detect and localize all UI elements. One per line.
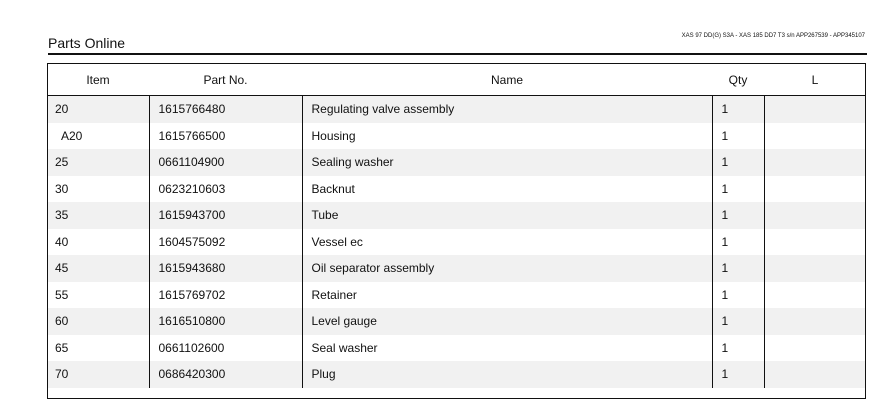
cell-part-no: 1615769702 (149, 282, 302, 309)
cell-name: Retainer (302, 282, 712, 309)
cell-name: Sealing washer (302, 149, 712, 176)
cell-qty: 1 (712, 308, 764, 335)
table-row (47, 335, 866, 362)
cell-item: 30 (47, 176, 149, 203)
cell-l (764, 335, 866, 362)
cell-part-no: 1615943680 (149, 255, 302, 282)
cell-l (764, 123, 866, 150)
cell-qty: 1 (712, 149, 764, 176)
cell-name: Tube (302, 202, 712, 229)
cell-qty: 1 (712, 335, 764, 362)
cell-qty: 1 (712, 282, 764, 309)
table-row (47, 123, 866, 150)
cell-part-no: 0686420300 (149, 361, 302, 388)
table-row (47, 96, 866, 123)
cell-name: Vessel ec (302, 229, 712, 256)
cell-part-no: 1615766500 (149, 123, 302, 150)
cell-name: Regulating valve assembly (302, 96, 712, 123)
cell-part-no: 1615766480 (149, 96, 302, 123)
table-row (47, 202, 866, 229)
table-row (47, 282, 866, 309)
cell-qty: 1 (712, 229, 764, 256)
cell-qty: 1 (712, 96, 764, 123)
cell-qty: 1 (712, 255, 764, 282)
cell-item: 25 (47, 149, 149, 176)
cell-item: A20 (47, 123, 149, 150)
cell-item: 55 (47, 282, 149, 309)
column-header-name: Name (302, 64, 712, 96)
cell-part-no: 0661102600 (149, 335, 302, 362)
cell-l (764, 361, 866, 388)
column-header-qty: Qty (712, 64, 764, 96)
column-header-item: Item (47, 64, 149, 96)
cell-qty: 1 (712, 176, 764, 203)
table-row (47, 229, 866, 256)
table-row (47, 176, 866, 203)
cell-part-no: 1616510800 (149, 308, 302, 335)
cell-name: Backnut (302, 176, 712, 203)
cell-l (764, 282, 866, 309)
table-row (47, 308, 866, 335)
cell-qty: 1 (712, 202, 764, 229)
cell-item: 45 (47, 255, 149, 282)
cell-l (764, 176, 866, 203)
cell-item: 65 (47, 335, 149, 362)
table-border-bottom (47, 398, 866, 399)
cell-item: 70 (47, 361, 149, 388)
cell-item: 60 (47, 308, 149, 335)
cell-name: Plug (302, 361, 712, 388)
cell-part-no: 0623210603 (149, 176, 302, 203)
cell-part-no: 0661104900 (149, 149, 302, 176)
table-header-row (47, 64, 866, 96)
page-title: Parts Online (48, 35, 126, 51)
cell-name: Seal washer (302, 335, 712, 362)
cell-name: Housing (302, 123, 712, 150)
cell-part-no: 1604575092 (149, 229, 302, 256)
cell-l (764, 308, 866, 335)
cell-name: Oil separator assembly (302, 255, 712, 282)
cell-qty: 1 (712, 123, 764, 150)
cell-item: 40 (47, 229, 149, 256)
table-row (47, 149, 866, 176)
cell-l (764, 255, 866, 282)
column-header-l: L (764, 64, 866, 96)
cell-l (764, 229, 866, 256)
table-border-right (865, 63, 866, 399)
cell-item: 35 (47, 202, 149, 229)
title-rule (48, 53, 867, 55)
cell-name: Level gauge (302, 308, 712, 335)
cell-l (764, 149, 866, 176)
table-row (47, 361, 866, 388)
cell-qty: 1 (712, 361, 764, 388)
cell-part-no: 1615943700 (149, 202, 302, 229)
table-border-left (47, 63, 48, 399)
model-designation: XAS 97 DD(G) S3A - XAS 185 DD7 T3 s/n APP267539 - APP345107 (681, 33, 865, 39)
table-row (47, 255, 866, 282)
column-header-part-no: Part No. (149, 64, 302, 96)
cell-l (764, 202, 866, 229)
cell-item: 20 (47, 96, 149, 123)
cell-l (764, 96, 866, 123)
parts-table (47, 63, 866, 388)
